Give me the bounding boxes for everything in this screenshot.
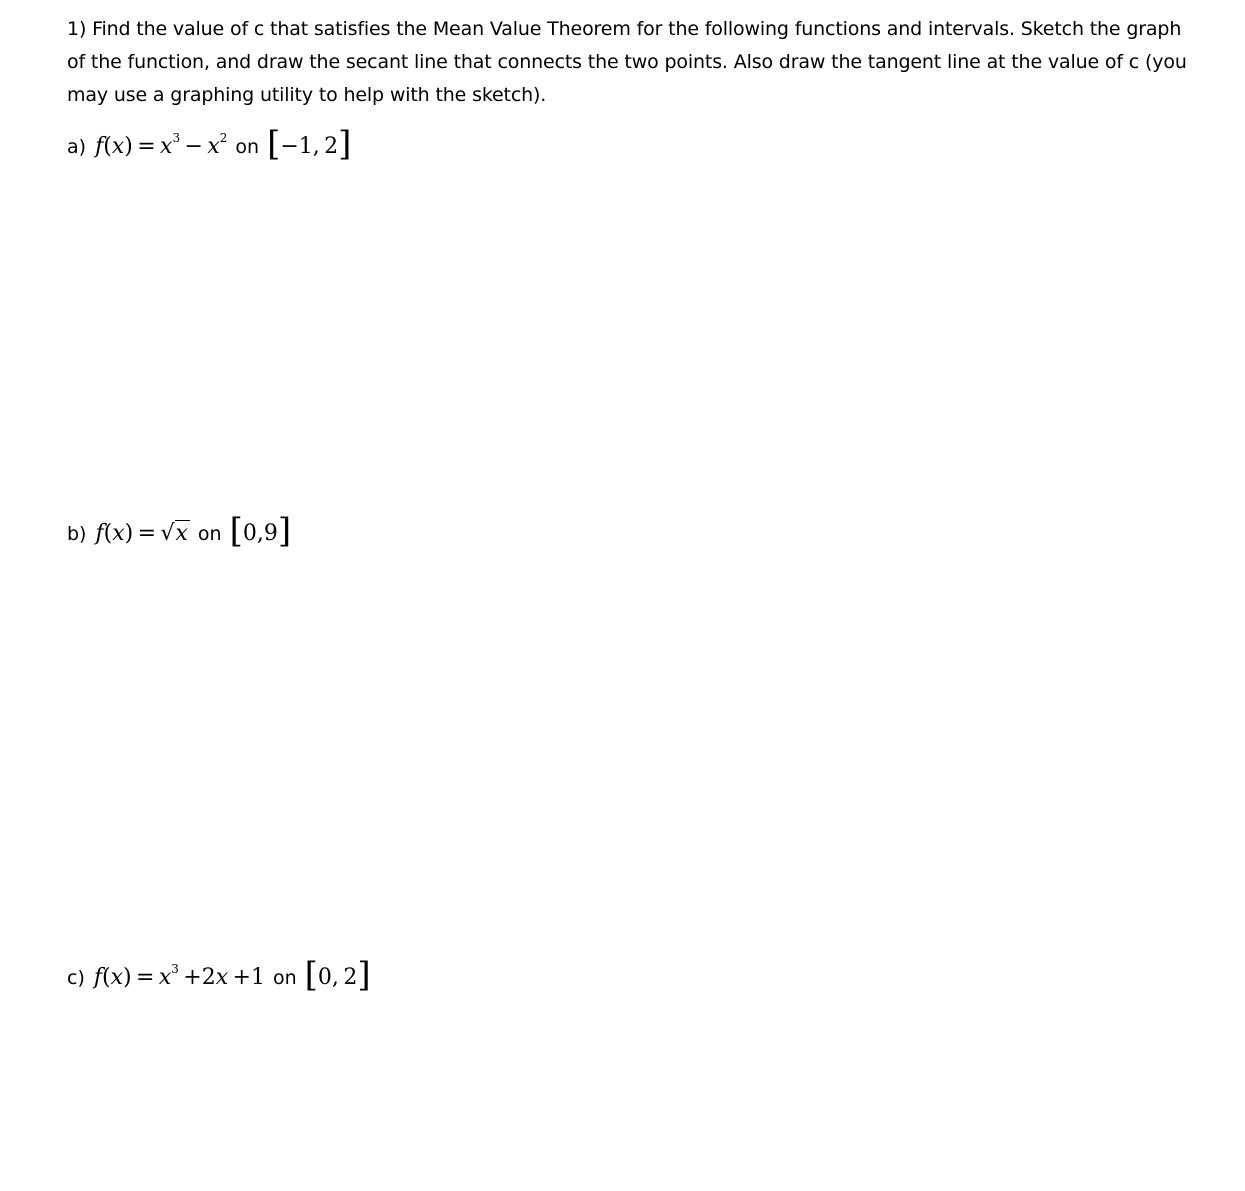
function-expression: $f(x) = x^3 +2x +1$ [93,962,265,990]
interval: [−1, 2] [267,124,352,164]
function-expression: f(x) = √x [95,521,188,546]
interval: [0,9] [229,511,292,551]
problem-a [67,124,352,164]
instructions-paragraph: 1) Find the value of c that satisfies the Mean Value Theorem for the following functions and intervals. Sketch the graph of the function, and draw the secant line that connects the two points. Also draw the tangent line at the value of c (you may use a graphing utility to help with the sketch). [67,18,1187,106]
function-expression: $f(x) = x^3 - x^2$ [95,131,228,159]
square-root-symbol: √x [160,521,188,546]
problem-b [67,511,292,551]
problem-label: c) [67,967,85,989]
interval: [0, 2] [304,955,371,995]
interval-connector: on [197,523,222,545]
problem-c [67,955,371,995]
problem-label: a) [67,136,87,158]
interval-connector: on [272,967,297,989]
interval-connector: on [235,136,260,158]
problem-label: b) [67,523,87,545]
